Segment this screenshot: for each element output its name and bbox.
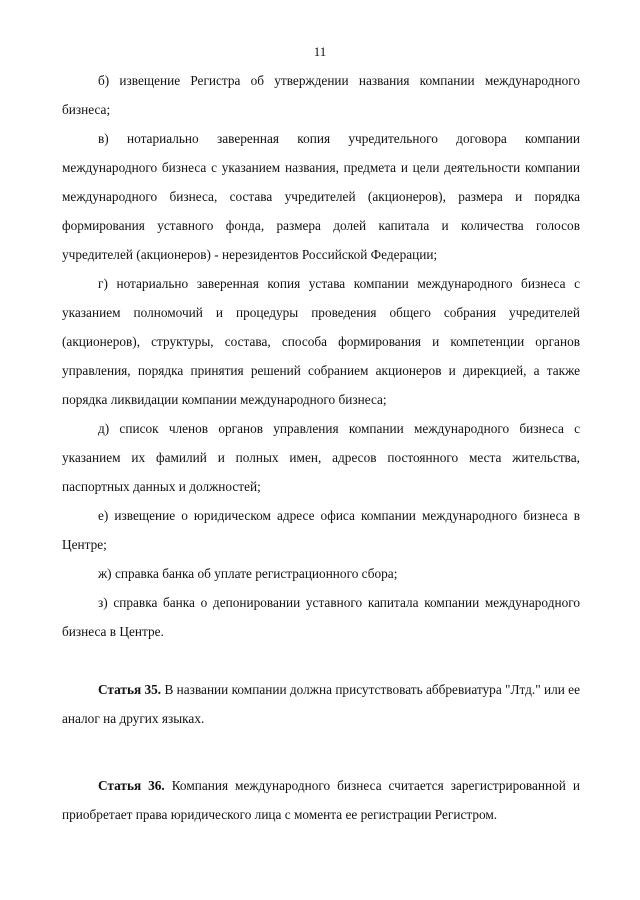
list-item-g: г) нотариально заверенная копия устава компании международного бизнеса с указанием полномочий и процедуры проведения общего собрания учредителей (акционеров), структуры, состава, способа формирования и компетенции органов управления, порядка принятия решений собранием акционеров и дирекцией, а также порядка ликвидации компании международного бизнеса; [62,276,580,407]
list-item-v: в) нотариально заверенная копия учредительного договора компании международного бизнеса с указанием названия, предмета и цели деятельности компании международного бизнеса, состава учредителей (акционеров), размера и порядка формирования уставного фонда, размера долей капитала и количества голосов учредителей (акционеров) - нерезидентов Российской Федерации; [62,131,580,262]
page-number: 11 [313,44,327,59]
list-item-d: д) список членов органов управления компании международного бизнеса с указанием их фамилий и полных имен, адресов постоянного места жительства, паспортных данных и должностей; [62,421,580,494]
article-35-label: Статья 35. [98,682,162,697]
list-item-b: б) извещение Регистра об утверждении названия компании международного бизнеса; [62,73,580,117]
article-36-text: Компания международного бизнеса считается зарегистрированной и приобретает права юридического лица с момента ее регистрации Регистром. [62,778,580,822]
article-36 [62,771,580,829]
article-35-text: В названии компании должна присутствовать аббревиатура "Лтд." или ее аналог на других языках. [62,682,580,726]
article-35 [62,675,580,733]
list-item-z: з) справка банка о депонировании уставного капитала компании международного бизнеса в Центре. [62,595,580,639]
article-36-label: Статья 36. [98,778,165,793]
list-item-zh: ж) справка банка об уплате регистрационного сбора; [98,566,398,581]
document-body [62,66,580,829]
list-item-e: е) извещение о юридическом адресе офиса компании международного бизнеса в Центре; [62,508,580,552]
